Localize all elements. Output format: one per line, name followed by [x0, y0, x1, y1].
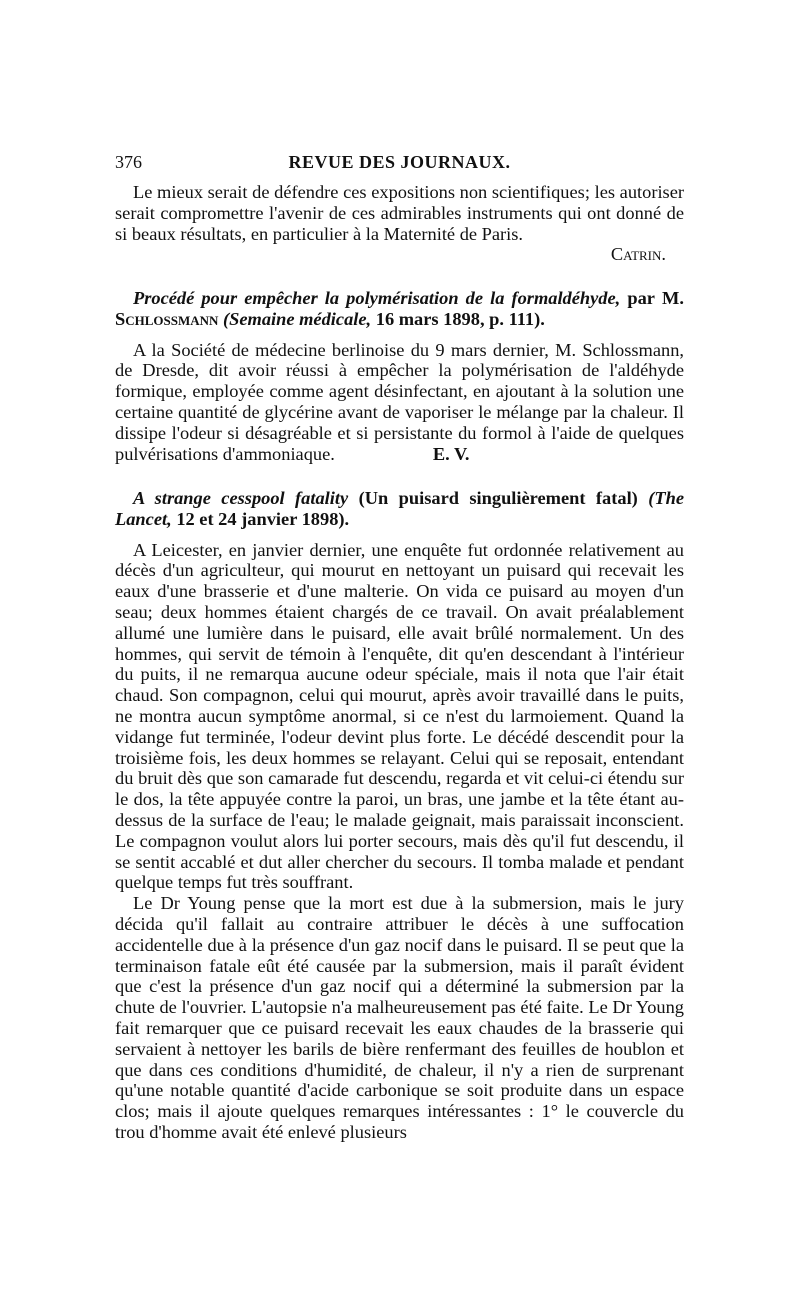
- section-2-paragraph: A la Société de médecine berlinoise du 9 mars dernier, M. Schlossmann, de Dresde, dit avoir réussi à empêcher la polymérisation de l'aldéhyde formique, employée comme agent désinfectant, en ajoutant à la solution une certaine quantité de glycérine avant de vaporiser le mélange par la chaleur. Il dissipe l'odeur si désagréable et si persistante du formol à l'aide de quelques pulvérisations d'ammoniaque. E. V.: [115, 339, 684, 464]
- signature-ev: E. V.: [432, 443, 470, 464]
- article-dates-3: 12 et 24 janvier 1898).: [176, 508, 350, 529]
- running-title: REVUE DES JOURNAUX.: [288, 152, 511, 172]
- page-header: [115, 150, 684, 174]
- article-title-translation-3: (Un puisard singulièrement fatal): [358, 488, 638, 508]
- article-title-3: A strange cesspool fatality: [133, 488, 349, 508]
- article-citation-2: 16 mars 1898, p. 111).: [375, 308, 545, 329]
- article-heading-2: [115, 288, 684, 330]
- article-title-2: Procédé pour empêcher la polymérisation de la formaldéhyde,: [133, 288, 621, 308]
- article-source-2: (Semaine médicale,: [223, 308, 372, 329]
- article-journal-3: (The Lancet,: [115, 488, 684, 529]
- article-heading-3: [115, 488, 684, 530]
- title-par: par: [627, 288, 655, 308]
- section-2: [115, 288, 684, 464]
- page-number: 376: [115, 152, 142, 172]
- article-author-2: M. Schlossmann: [115, 288, 684, 329]
- section-3-paragraph-1: A Leicester, en janvier dernier, une enquête fut ordonnée relativement au décès d'un agriculteur, qui mourut en nettoyant un puisard qui recevait les eaux d'une brasserie et d'une malterie. On vida ce puisard au moyen d'un seau; deux hommes étaient chargés de ce travail. On avait préalablement allumé une lumière dans le puisard, elle avait brûlé normalement. Un des hommes, qui servit de témoin à l'enquête, dit qu'en descendant à l'intérieur du puits, il ne remarqua aucune odeur spéciale, mais il nota que l'air était chaud. Son compagnon, celui qui mourut, après avoir travaillé dans le puits, ne montra aucun symptôme anormal, si ce n'est du larmoiement. Quand la vidange fut terminée, l'odeur devint plus forte. Le décédé descendit pour la troisième fois, les deux hommes se relayant. Celui qui se reposait, entendant du bruit dès que son camarade fut descendu, regarda et vit celui-ci étendu sur le dos, la tête appuyée contre la paroi, un bras, une jambe et la tête étant au-dessus de la surface de l'eau; le malade geignait, mais paraissait inconscient. Le compagnon voulut alors lui porter secours, mais dès qu'il fut descendu, il se sentit accablé et dut aller chercher du secours. Il tomba malade et pendant quelque temps fut très souffrant.: [115, 539, 684, 893]
- signature-catrin: Catrin.: [610, 244, 666, 265]
- section-1: [115, 182, 684, 265]
- section-3-paragraph-2: Le Dr Young pense que la mort est due à la submersion, mais le jury décida qu'il fallait au contraire attribuer le décès à une suffocation accidentelle due à la présence d'un gaz nocif dans le puisard. Il se peut que la terminaison fatale eût été causée par la submersion, mais il paraît évident que c'est la présence d'un gaz nocif qui a déterminé la submersion par la chute de l'ouvrier. L'autopsie n'a malheureusement pas été faite. Le Dr Young fait remarquer que ce puisard recevait les eaux chaudes de la brasserie qui servaient à nettoyer les barils de bière renfermant des feuilles de houblon et que dans ces conditions d'humidité, de chaleur, il n'y a rien de surprenant qu'une notable quantité d'acide carbonique se soit produite dans un espace clos; mais il ajoute quelques remarques intéressantes : 1° le couvercle du trou d'homme avait été enlevé plusieurs: [115, 893, 684, 1142]
- section-3: [115, 488, 684, 1143]
- section-1-paragraph: Le mieux serait de défendre ces expositions non scientifiques; les autoriser serait compromettre l'avenir de ces admirables instruments qui ont donné de si beaux résultats, en particulier à la Maternité de Paris.: [115, 182, 684, 244]
